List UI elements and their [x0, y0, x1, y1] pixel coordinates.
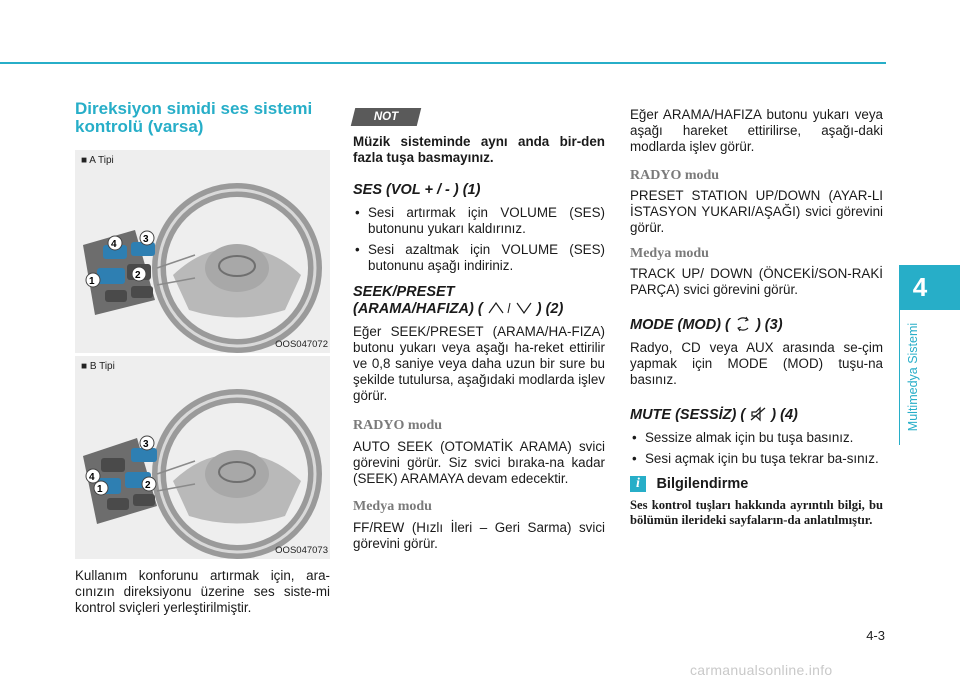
svg-text:4: 4	[89, 472, 95, 483]
left-column	[75, 100, 330, 616]
watermark: carmanualsonline.info	[690, 662, 833, 678]
seek-heading-line2	[353, 301, 605, 318]
ses-heading: SES (VOL + / - ) (1)	[353, 182, 481, 198]
sidebar-rule	[899, 310, 900, 445]
ses-list	[353, 205, 605, 274]
svg-text:2: 2	[145, 480, 151, 491]
figure-label: ■ A Tipi	[81, 155, 114, 166]
list-item: • Sesi artırmak için VOLUME (SES) butonunu yukarı kaldırınız.	[353, 205, 605, 237]
mode-heading	[630, 316, 883, 334]
up-down-chevron-icon	[487, 301, 533, 315]
figure-type-b	[75, 356, 330, 559]
steering-wheel-illustration-a	[75, 150, 330, 353]
info-text: Ses kontrol tuşları hakkında ayrıntılı bilgi, bu bölümün ilerideki sayfaların-da anlatılmıştır.	[630, 498, 883, 527]
svg-text:3: 3	[143, 234, 149, 245]
steering-wheel-illustration-b	[75, 356, 330, 559]
right-intro: Eğer ARAMA/HAFIZA butonu yukarı veya aşağı hareket ettirilirse, aşağı-daki modlarda işlev görür.	[630, 107, 883, 154]
header-rule	[0, 62, 886, 64]
right-column	[630, 107, 883, 528]
info-box	[630, 475, 883, 493]
page-number: 4-3	[866, 628, 885, 643]
mute-heading-post: ) (4)	[771, 407, 798, 423]
figure-code: OOS047072	[275, 339, 328, 350]
svg-text:1: 1	[97, 484, 103, 495]
list-item: • Sesi azaltmak için VOLUME (SES) butonunu aşağı indiriniz.	[353, 242, 605, 274]
seek-heading-post: ) (2)	[536, 301, 564, 317]
list-item: • Sessize almak için bu tuşa basınız.	[630, 430, 883, 446]
svg-text:1: 1	[89, 276, 95, 287]
seek-text: Eğer SEEK/PRESET (ARAMA/HA-FIZA) butonu yukarı veya aşağı ha-reket ettirilir ve 0,8 saniye veya daha uzun bir sure bu şekilde tutulursa, aşağıdaki modlarda işlev görür.	[353, 324, 605, 403]
right-medya-heading: Medya modu	[630, 246, 709, 261]
svg-text:2: 2	[135, 270, 141, 281]
note-text: Müzik sisteminde aynı anda bir-den fazla tuşa basmayınız.	[353, 134, 605, 165]
section-title: Direksiyon simidi ses sistemi kontrolü (varsa)	[75, 99, 313, 136]
mute-heading	[630, 406, 883, 424]
chapter-number: 4	[912, 272, 928, 302]
chapter-label-text: Multimedya Sistemi	[906, 322, 920, 432]
medya-heading: Medya modu	[353, 499, 432, 514]
svg-text:3: 3	[143, 439, 149, 450]
mute-list	[630, 430, 883, 467]
mode-heading-pre: MODE (MOD) (	[630, 317, 730, 333]
seek-heading-pre: (ARAMA/HAFIZA) (	[353, 301, 483, 317]
medya-text: FF/REW (Hızlı İleri – Geri Sarma) svici görevini görür.	[353, 520, 605, 551]
figure-code: OOS047073	[275, 545, 328, 556]
mode-heading-post: ) (3)	[755, 317, 783, 333]
figure-type-a	[75, 150, 330, 353]
right-radyo-text: PRESET STATION UP/DOWN (AYAR-LI İSTASYON YUKARI/AŞAĞI) svici görevini görür.	[630, 188, 883, 235]
mute-speaker-icon	[749, 406, 767, 422]
mute-heading-pre: MUTE (SESSİZ) (	[630, 407, 746, 423]
chapter-label	[906, 312, 920, 442]
info-title: Bilgilendirme	[656, 475, 749, 492]
seek-heading-line1: SEEK/PRESET	[353, 284, 455, 300]
note-badge-label: NOT	[373, 111, 399, 123]
intro-paragraph: Kullanım konforunu artırmak için, ara-cınızın direksiyonu üzerine ses siste-mi kontrol sviçleri yerleştirilmiştir.	[75, 568, 330, 615]
right-radyo-heading: RADYO modu	[630, 168, 720, 183]
list-item: • Sesi açmak için bu tuşa tekrar ba-sınız.	[630, 451, 883, 467]
radyo-heading: RADYO modu	[353, 418, 443, 433]
info-icon: i	[630, 476, 646, 492]
right-medya-text: TRACK UP/ DOWN (ÖNCEKİ/SON-RAKİ PARÇA) svici görevini görür.	[630, 266, 883, 297]
radyo-text: AUTO SEEK (OTOMATİK ARAMA) svici görevini görür. Siz svici bıraka-na kadar (SEEK) ARAMAYA devam edecektir.	[353, 439, 605, 486]
seek-heading	[353, 284, 605, 318]
middle-column	[353, 134, 605, 552]
mode-text: Radyo, CD veya AUX arasında se-çim yapmak için MODE (MOD) tuşu-na basınız.	[630, 340, 883, 387]
figure-label: ■ B Tipi	[81, 361, 115, 372]
svg-text:4: 4	[111, 239, 117, 250]
mode-cycle-icon	[734, 316, 752, 332]
